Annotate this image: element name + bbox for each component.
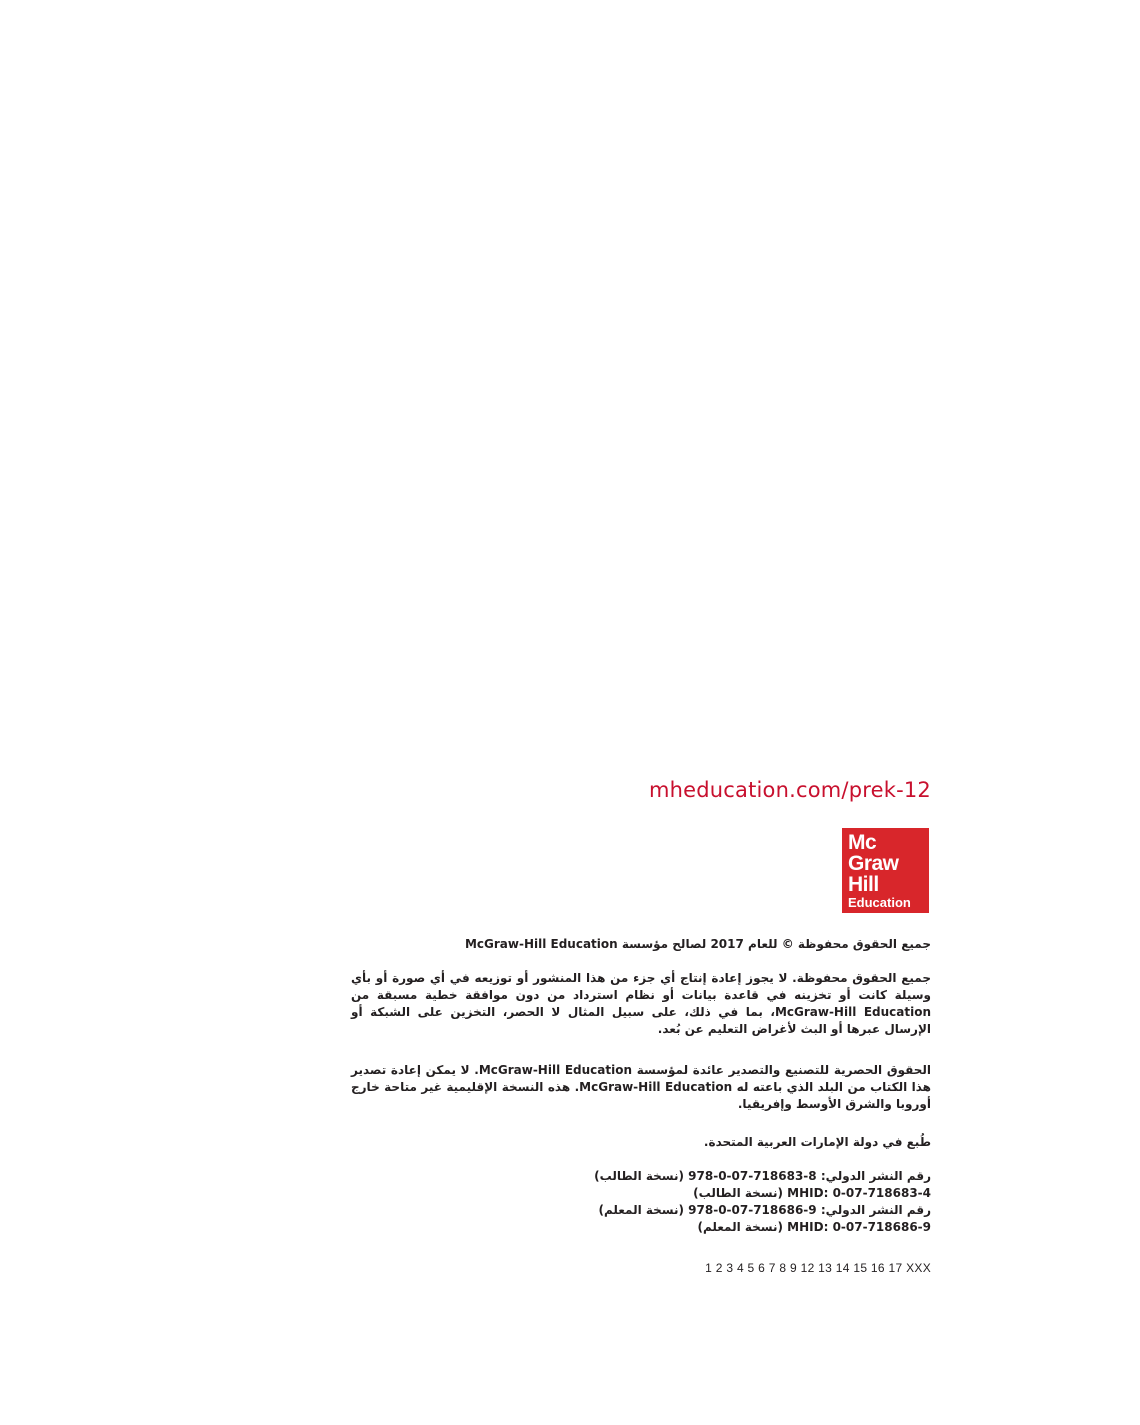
edition-label: (نسخة الطالب) (594, 1169, 689, 1183)
logo-line-graw: Graw (848, 852, 899, 875)
edition-label: (نسخة المعلم) (598, 1203, 689, 1217)
mhid-teacher-line (351, 1219, 931, 1236)
logo-line-education: Education (848, 895, 911, 910)
isbn-code: 978-0-07-718686-9 (688, 1203, 817, 1217)
mhid-code: 0-07-718686-9 (832, 1220, 931, 1234)
export-rights-paragraph: الحقوق الحصرية للتصنيع والتصدير عائدة لمؤسسة McGraw-Hill Education. لا يمكن إعادة تصدير هذا الكتاب من البلد الذي باعته له McGraw-Hill Education. هذه النسخة الإقليمية غير متاحة خارج أوروبا والشرق الأوسط وإفريقيا. (351, 1063, 931, 1111)
mhid-label: MHID: (787, 1186, 833, 1200)
mcgraw-hill-education-logo (842, 828, 929, 913)
isbn-code: 978-0-07-718683-8 (688, 1169, 817, 1183)
print-run-numbers: 1 2 3 4 5 6 7 8 9 12 13 14 15 16 17 XXX (705, 1261, 931, 1275)
mhid-label: MHID: (787, 1220, 833, 1234)
isbn-label: رقم النشر الدولي: (816, 1203, 931, 1217)
logo-line-mc: Mc (848, 831, 877, 854)
logo-line-hill: Hill (848, 873, 879, 896)
copyright-line: جميع الحقوق محفوظة © للعام 2017 لصالح مؤسسة McGraw-Hill Education (464, 937, 931, 951)
isbn-teacher-line (351, 1202, 931, 1219)
isbn-label: رقم النشر الدولي: (816, 1169, 931, 1183)
printed-in-line: طُبع في دولة الإمارات العربية المتحدة. (703, 1135, 931, 1149)
isbn-block (351, 1168, 931, 1236)
rights-paragraph: جميع الحقوق محفوظة. لا يجوز إعادة إنتاج أي جزء من هذا المنشور أو توزيعه في أي صورة أو بأي وسيلة كانت أو تخزينه في قاعدة بيانات أو نظام استرداد من دون موافقة خطية مسبقة من McGraw-Hill Education، بما في ذلك، على سبيل المثال لا الحصر، التخزين على الشبكة أو الإرسال عبرها أو البث لأغراض التعليم عن بُعد. (351, 971, 931, 1036)
edition-label: (نسخة الطالب) (693, 1186, 788, 1200)
publisher-url[interactable]: mheducation.com/prek-12 (648, 778, 931, 802)
mhid-student-line (351, 1185, 931, 1202)
isbn-student-line (351, 1168, 931, 1185)
edition-label: (نسخة المعلم) (697, 1220, 788, 1234)
mhid-code: 0-07-718683-4 (832, 1186, 931, 1200)
